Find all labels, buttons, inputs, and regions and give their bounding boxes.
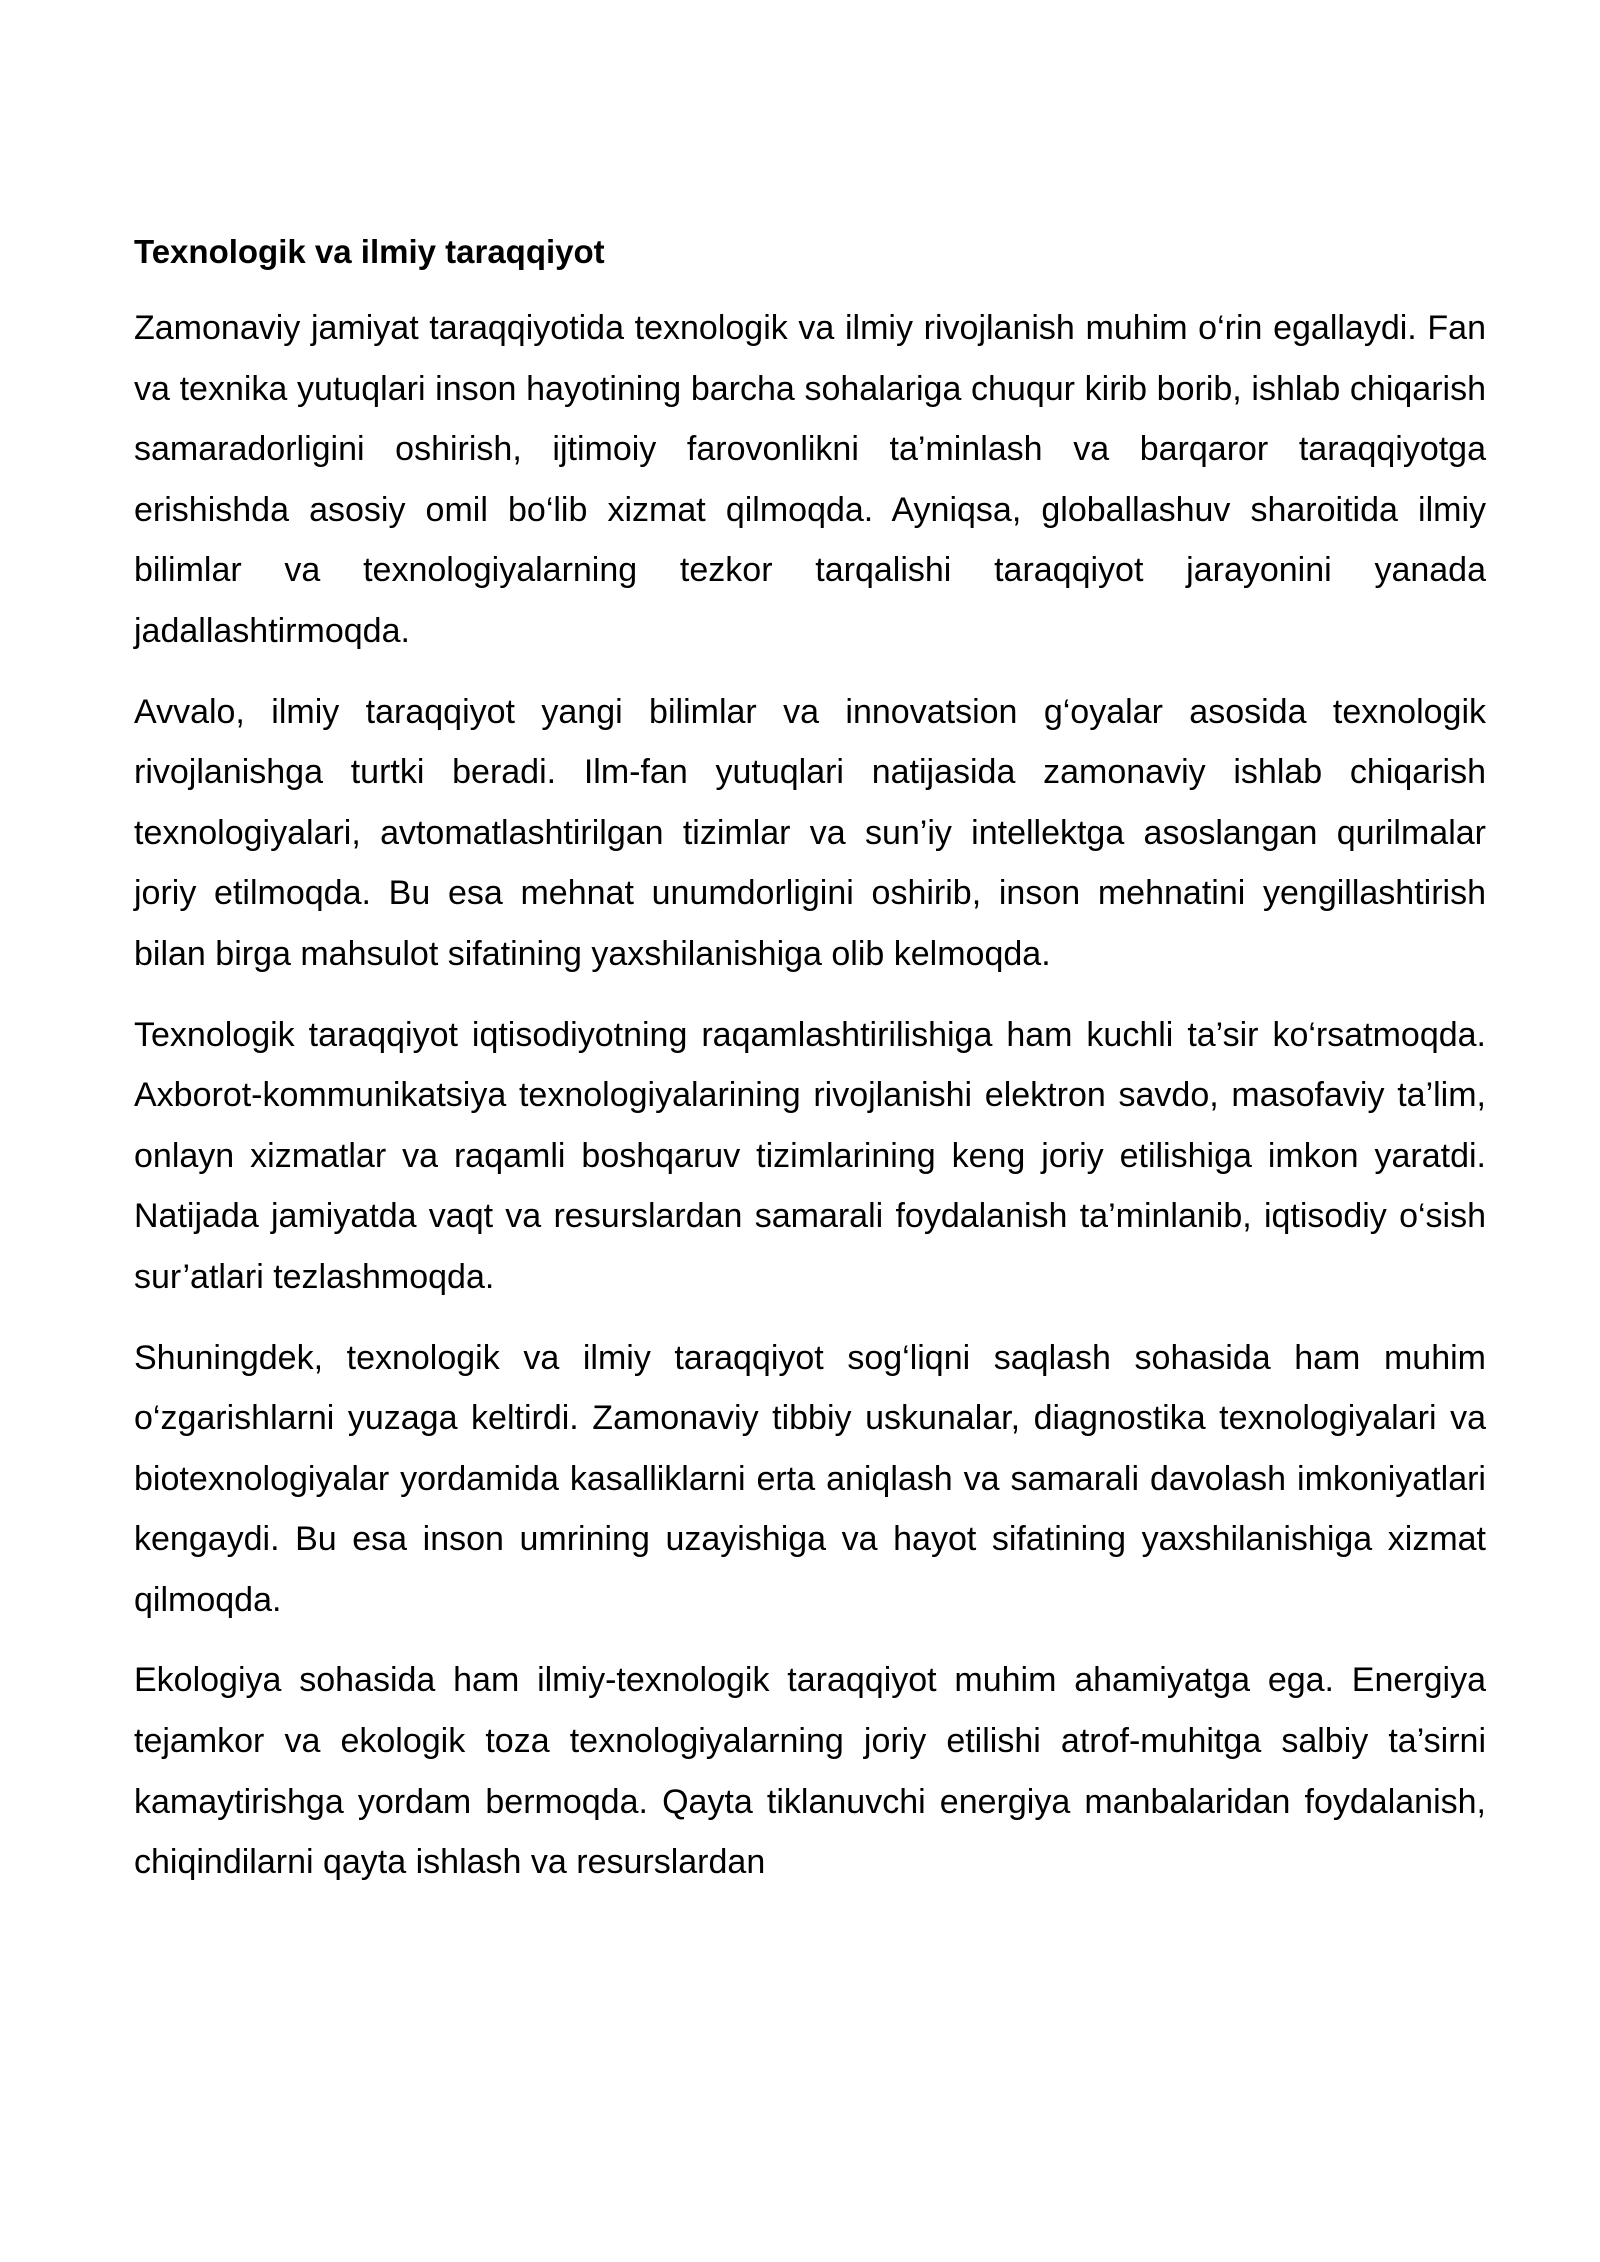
document-title: Texnologik va ilmiy taraqqiyot [134, 233, 605, 270]
paragraph-4: Shuningdek, texnologik va ilmiy taraqqiyot sog‘liqni saqlash sohasida ham muhim o‘zgarishlarni yuzaga keltirdi. Zamonaviy tibbiy uskunalar, diagnostika texnologiyalari va biotexnologiyalar yordamida kasalliklarni erta aniqlash va samarali davolash imkoniyatlari kengaydi. Bu esa inson umrining uzayishiga va hayot sifatining yaxshilanishiga xizmat qilmoqda. [134, 1338, 1486, 1619]
document-page [134, 228, 1486, 1913]
paragraph-5: Ekologiya sohasida ham ilmiy-texnologik taraqqiyot muhim ahamiyatga ega. Energiya tejamkor va ekologik toza texnologiyalarning joriy etilishi atrof-muhitga salbiy ta’sirni kamaytirishga yordam bermoqda. Qayta tiklanuvchi energiya manbalaridan foydalanish, chiqindilarni qayta ishlash va resurslardan [134, 1661, 1486, 1882]
paragraph-2: Avvalo, ilmiy taraqqiyot yangi bilimlar va innovatsion g‘oyalar asosida texnologik rivojlanishga turtki beradi. Ilm-fan yutuqlari natijasida zamonaviy ishlab chiqarish texnologiyalari, avtomatlashtirilgan tizimlar va sun’iy intellektga asoslangan qurilmalar joriy etilmoqda. Bu esa mehnat unumdorligini oshirib, inson mehnatini yengillashtirish bilan birga mahsulot sifatining yaxshilanishiga olib kelmoqda. [134, 692, 1486, 973]
paragraph-1: Zamonaviy jamiyat taraqqiyotida texnologik va ilmiy rivojlanish muhim o‘rin egallaydi. Fan va texnika yutuqlari inson hayotining barcha sohalariga chuqur kirib borib, ishlab chiqarish samaradorligini oshirish, ijtimoiy farovonlikni ta’minlash va barqaror taraqqiyotga erishishda asosiy omil bo‘lib xizmat qilmoqda. Ayniqsa, globallashuv sharoitida ilmiy bilimlar va texnologiyalarning tezkor tarqalishi taraqqiyot jarayonini yanada jadallashtirmoqda. [134, 309, 1486, 650]
paragraph-3: Texnologik taraqqiyot iqtisodiyotning raqamlashtirilishiga ham kuchli ta’sir ko‘rsatmoqda. Axborot-kommunikatsiya texnologiyalarining rivojlanishi elektron savdo, masofaviy ta’lim, onlayn xizmatlar va raqamli boshqaruv tizimlarining keng joriy etilishiga imkon yaratdi. Natijada jamiyatda vaqt va resurslardan samarali foydalanish ta’minlanib, iqtisodiy o‘sish sur’atlari tezlashmoqda. [134, 1015, 1486, 1296]
